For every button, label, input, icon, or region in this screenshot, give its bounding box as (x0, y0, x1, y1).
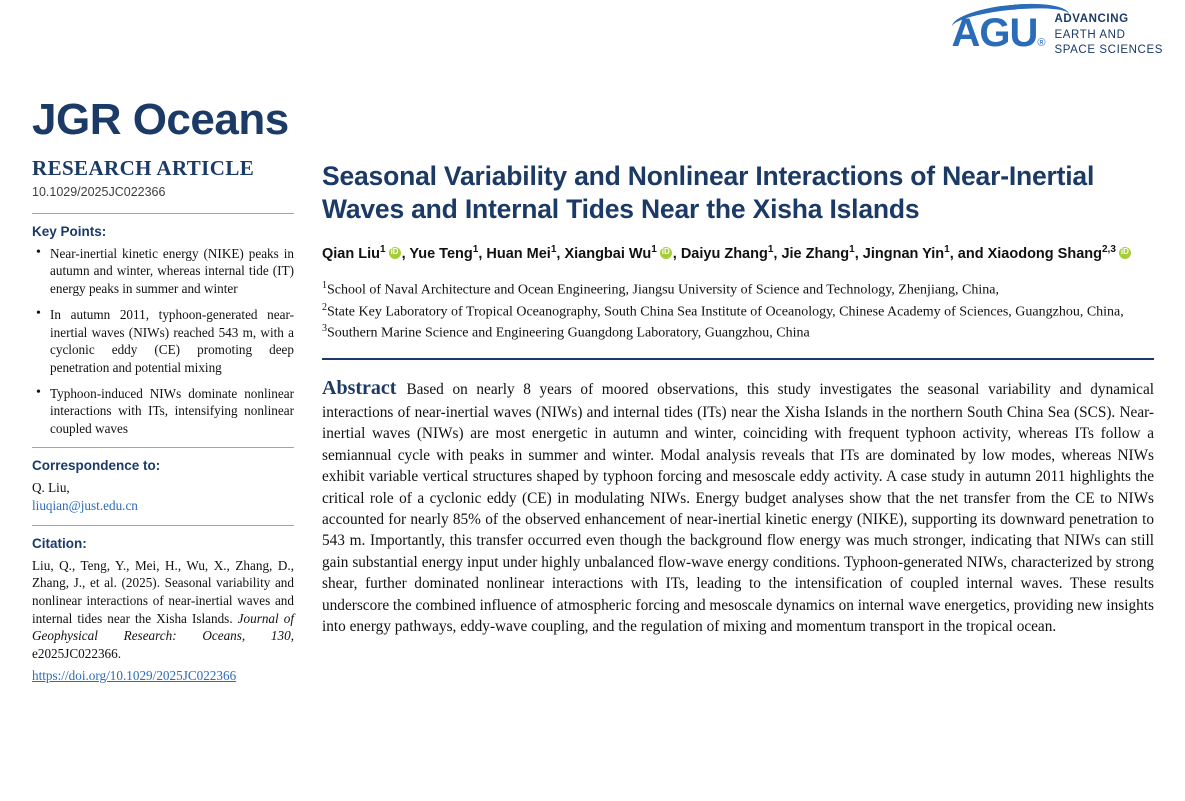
correspondence-name: Q. Liu, (32, 480, 70, 496)
author-name: Jingnan Yin$^1$ (862, 243, 950, 262)
article-type-label: RESEARCH ARTICLE (32, 156, 255, 180)
divider-correspondence (32, 447, 294, 448)
affiliation-2: State Key Laboratory of Tropical Oceanography, South China Sea Institute of Oceanology, Chinese Academy of Sciences, Guangzhou, China, (327, 304, 1124, 320)
abstract-text: Based on nearly 8 years of moored observations, this study investigates the seasonal variability and dynamical interactions of near-inertial waves (NIWs) and internal tides (ITs) near the Xisha Islands in the northern South China Sea (SCS). Near-inertial waves (NIWs) are most energetic in autumn and winter, coinciding with frequent typhoon activity, whereas ITs follow a semiannual cycle with peaks in summer and winter. Modal analysis reveals that ITs are dominated by low modes, whereas NIWs exhibit variable vertical structures shaped by typhoon forcing and mesoscale eddy activity. A case study in autumn 2011 highlights the critical role of a cyclonic eddy (CE) in modulating NIWs. Energy budget analyses show that the net transfer from the CE to NIWs accounted for nearly 85% of the observed enhancement of near-inertial kinetic energy (NIKE), supporting its downward penetration to 543 m. Importantly, this transfer occurred even though the background flow energy was much stronger, indicating that NIWs can still gain substantial energy input under highly unbalanced flow-wave energy conditions. Typhoon-generated NIWs, characterized by strong shear, further dominated nonlinear interactions with ITs, leading to the intensification of coupled internal waves. These results underscore the combined influence of atmospheric forcing and mesoscale dynamics on internal wave energetics, providing new insights into energy pathways, eddy-wave coupling, and the regulation of mixing and momentum transport in the tropical ocean. (322, 380, 1154, 635)
agu-wordmark-icon (951, 11, 1044, 56)
agu-tagline-line2: EARTH AND (1054, 28, 1126, 41)
page-title: Seasonal Variability and Nonlinear Interactions of Near-Inertial Waves and Internal Tides Near the Xisha Islands (322, 161, 1095, 224)
agu-tagline-line1: ADVANCING (1054, 13, 1129, 25)
key-points-heading: Key Points: (32, 224, 107, 239)
agu-registered-mark: ® (1037, 36, 1045, 49)
agu-logo (951, 8, 1163, 59)
affiliation-3: Southern Marine Science and Engineering Guangdong Laboratory, Guangzhou, China (327, 326, 810, 342)
author-separator: , (401, 245, 410, 262)
citation-text-part2: , e2025JC022366. (32, 628, 294, 662)
author-name: Qian Liu$^1$ (322, 243, 386, 262)
abstract-block (322, 374, 1154, 637)
citation-doi-link[interactable]: https://doi.org/10.1029/2025JC022366 (32, 667, 237, 683)
doi-text: 10.1029/2025JC022366 (32, 185, 166, 199)
citation-block (32, 557, 294, 685)
affiliations-block: $^1$School of Naval Architecture and Ocean Engineering, Jiangsu University of Science and Technology, Zhenjiang, China, $^2$State Key Laboratory of Tropical Oceanography, South China Sea Institute of Oceanology, Chinese Academy of Sciences, Guangzhou, China, $^3$Southern Marine Science and Engineering Guangdong Laboratory, Guangzhou, China (322, 280, 1124, 342)
affiliation-1: School of Naval Architecture and Ocean Engineering, Jiangsu University of Science and Technology, Zhenjiang, China, (327, 282, 999, 298)
abstract-divider (322, 358, 1154, 360)
agu-logo-text: AGU (951, 10, 1038, 55)
agu-tagline-line3: SPACE SCIENCES (1054, 44, 1163, 57)
orcid-icon[interactable] (1119, 247, 1131, 259)
author-name: Huan Mei$^1$ (486, 243, 557, 262)
abstract-label: Abstract (322, 376, 397, 399)
author-name: Yue Teng$^1$ (409, 243, 479, 262)
citation-journal-name: Journal of Geophysical Research: Oceans, 130 (32, 610, 294, 644)
agu-tagline (1054, 8, 1163, 59)
left-sidebar (32, 95, 294, 684)
citation-text-part1: Liu, Q., Teng, Y., Mei, H., Wu, X., Zhang, D., Zhang, J., et al. (2025). Seasonal variability and nonlinear interactions of near-inertial waves and internal tides near the Xisha Islands. (32, 557, 294, 626)
main-content (322, 160, 1154, 637)
author-name: Jie Zhang$^1$ (781, 243, 855, 262)
divider-citation (32, 525, 294, 526)
correspondence-block (32, 479, 294, 514)
list-item: • Near-inertial kinetic energy (NIKE) peaks in autumn and winter, whereas internal tide (IT) energy peaks in summer and winter (48, 245, 294, 297)
author-name: Daiyu Zhang$^1$ (680, 243, 774, 262)
orcid-icon[interactable] (389, 247, 401, 259)
key-points-list (32, 245, 294, 437)
orcid-icon[interactable] (660, 247, 672, 259)
author-name: Xiangbai Wu$^1$ (564, 243, 657, 262)
citation-heading: Citation: (32, 535, 87, 551)
list-item: • In autumn 2011, typhoon-generated near-inertial waves (NIWs) reached 543 m, with a cyclonic eddy (CE) promoting deep penetration and potential mixing (48, 306, 294, 376)
author-separator: , (672, 245, 681, 262)
divider-keypoints (32, 213, 294, 214)
journal-title: JGR Oceans (32, 95, 289, 144)
correspondence-email-link[interactable]: liuqian@just.edu.cn (32, 497, 138, 513)
correspondence-heading: Correspondence to: (32, 458, 161, 474)
author-name: Xiaodong Shang$^{2,3}$ (987, 243, 1116, 262)
list-item: • Typhoon-induced NIWs dominate nonlinear interactions with ITs, intensifying nonlinear coupled waves (48, 385, 294, 437)
author-list: Qian Liu$^1$ iD , Yue Teng$^1$, Huan Mei$^1$, Xiangbai Wu$^1$ iD , Daiyu Zhang$^1$, Jie Zhang$^1$, Jingnan Yin$^1$, and Xiaodong Shang$^{2,3}$iD (322, 242, 1154, 266)
